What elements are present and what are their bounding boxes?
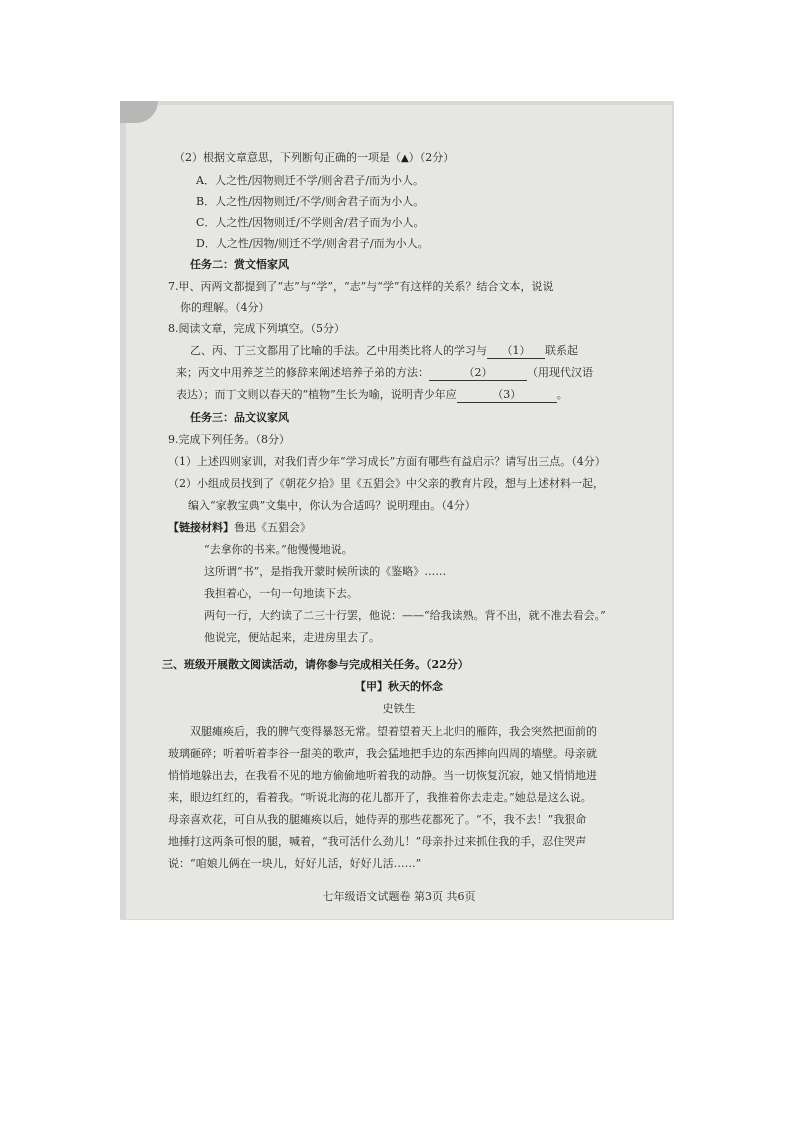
essay-line-5: 母亲喜欢花，可自从我的腿瘫痪以后，她侍弄的那些花都死了。“不，我不去！”我狠命	[168, 813, 587, 826]
blank-3: （3）	[457, 388, 557, 403]
essay-line-7: 说：“咱娘儿俩在一块儿，好好儿活，好好儿活……”	[168, 857, 422, 870]
task-3-heading: 任务三：品文议家风	[190, 411, 289, 424]
essay-line-1: 双腿瘫痪后，我的脾气变得暴怒无常。望着望着天上北归的雁阵，我会突然把面前的	[190, 725, 597, 738]
section-3-heading: 三、班级开展散文阅读活动，请你参与完成相关任务。（22分）	[162, 658, 469, 671]
question-9-stem: 9.完成下列任务。（8分）	[168, 433, 290, 446]
question-8-line2: 来；丙文中用养芝兰的修辞来阐述培养子弟的方法： （2） （用现代汉语	[176, 366, 593, 379]
essay-line-3: 悄悄地躲出去，在我看不见的地方偷偷地听着我的动静。当一切恢复沉寂，她又悄悄地进	[168, 769, 597, 782]
question-8-line1: 乙、丙、丁三文都用了比喻的手法。乙中用类比将人的学习与 （1） 联系起	[190, 344, 578, 357]
question-9-sub2-line1: （2）小组成员找到了《朝花夕拾》里《五猖会》中父亲的教育片段，想与上述材料一起，	[168, 477, 604, 490]
link-line-5: 他说完，便站起来，走进房里去了。	[204, 631, 380, 644]
link-line-2: 这所谓“书”，是指我开蒙时候所读的《鉴略》……	[204, 565, 447, 578]
link-line-3: 我担着心，一句一句地读下去。	[204, 587, 358, 600]
essay-line-4: 来，眼边红红的，看着我。“听说北海的花儿都开了，我推着你去走走。”她总是这么说。	[168, 791, 592, 804]
question-7-line2: 你的理解。（4分）	[180, 301, 270, 314]
question-8-line3: 表达）；而丁文则以春天的“植物”生长为喻，说明青少年应 （3） 。	[176, 388, 568, 401]
exam-paper	[126, 105, 672, 919]
option-a: A．人之性/因物则迁不学/则舍君子/而为小人。	[196, 174, 425, 187]
question-9-sub1: （1）上述四则家训，对我们青少年“学习成长”方面有哪些有益启示？请写出三点。（4分）	[168, 455, 606, 468]
option-d: D．人之性/因物/则迁不学/则舍君子/而为小人。	[196, 237, 429, 250]
page-footer: 七年级语文试题卷 第3页 共6页	[322, 890, 476, 903]
link-line-4: 两句一行，大约读了二三十行罢，他说：——“给我读熟。背不出，就不准去看会。”	[204, 609, 606, 622]
essay-author: 史铁生	[382, 702, 416, 715]
link-line-1: “去拿你的书来。”他慢慢地说。	[204, 543, 353, 556]
option-b: B．人之性/因物则迁/不学/则舍君子而为小人。	[196, 195, 425, 208]
question-7-line1: 7.甲、丙两文都提到了“志”与“学”，“志”与“学”有这样的关系？结合文本，说说	[168, 280, 554, 293]
blank-2: （2）	[429, 366, 527, 381]
link-material-heading: 【链接材料】鲁迅《五猖会》	[168, 521, 311, 534]
essay-line-2: 玻璃砸碎；听着听着李谷一甜美的歌声，我会猛地把手边的东西摔向四周的墙壁。母亲就	[168, 747, 597, 760]
task-2-heading: 任务二：赏文悟家风	[190, 258, 289, 271]
question-8-stem: 8.阅读文章，完成下列填空。（5分）	[168, 322, 345, 335]
answer-mark-icon: ▲	[401, 153, 409, 164]
blank-1: （1）	[487, 344, 545, 359]
scanned-page-photo	[120, 101, 674, 920]
option-c: C．人之性/因物则迁/不学则舍/君子而为小人。	[196, 216, 425, 229]
essay-title: 【甲】秋天的怀念	[355, 680, 443, 693]
page-corner-shadow	[120, 101, 158, 123]
essay-line-6: 地捶打这两条可恨的腿，喊着，“我可活什么劲儿！”母亲扑过来抓住我的手，忍住哭声	[168, 835, 587, 848]
question-2-stem: （2）根据文章意思，下列断句正确的一项是（▲）（2分）	[174, 151, 455, 164]
question-9-sub2-line2: 编入“家教宝典”文集中，你认为合适吗？说明理由。（4分）	[188, 499, 476, 512]
